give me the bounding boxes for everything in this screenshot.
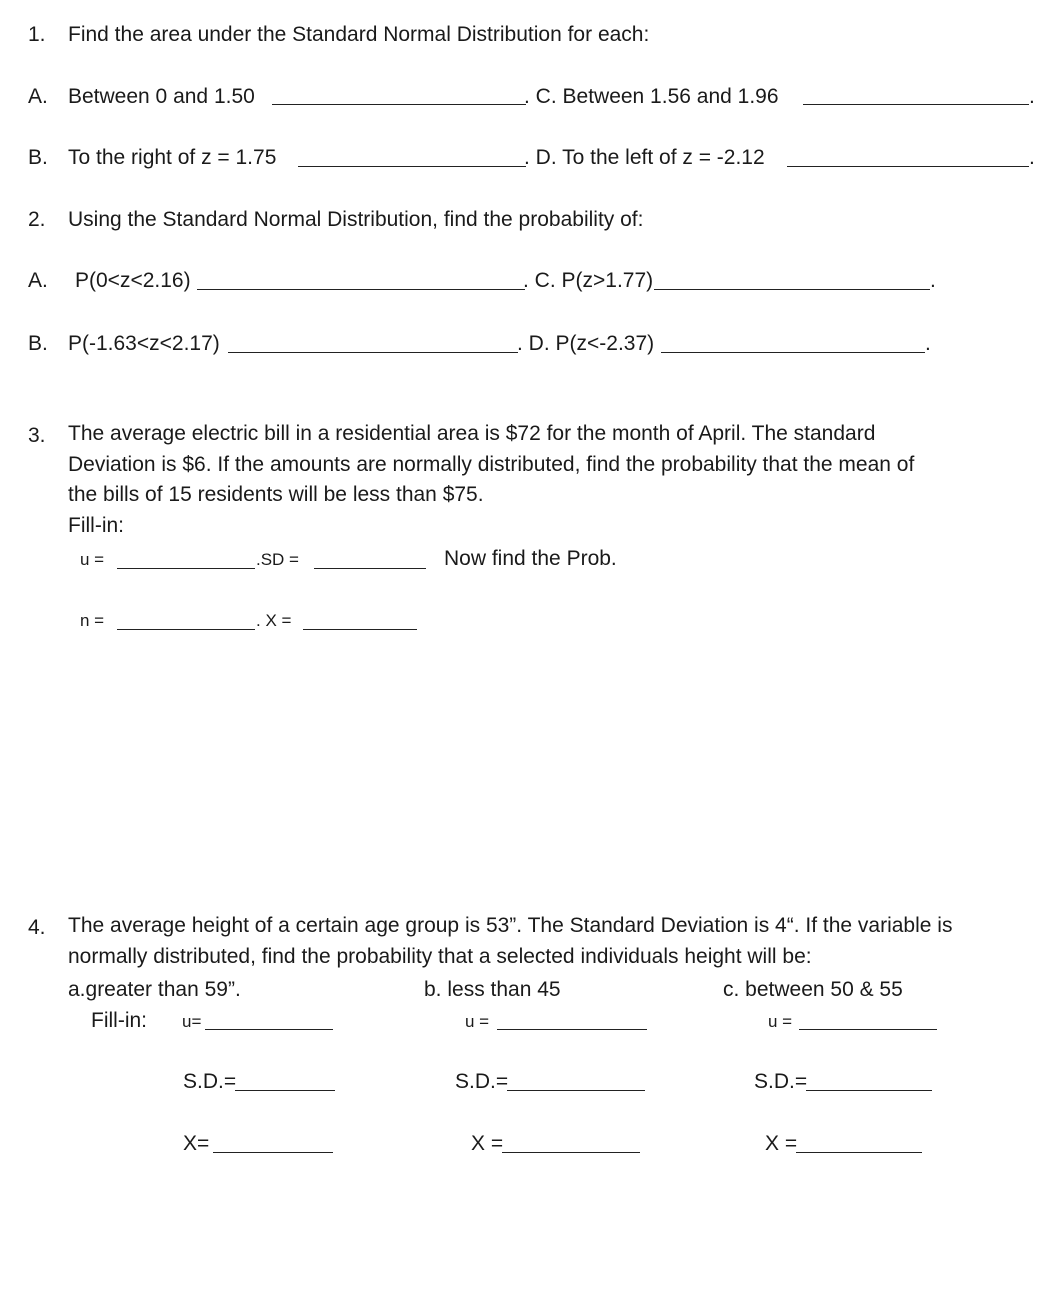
q2-c-text: . C. P(z>1.77) [523, 269, 654, 292]
q3-now-find-prob: Now find the Prob. [444, 547, 617, 570]
q1-b-text: To the right of z = 1.75 [68, 146, 277, 169]
q4-a-sd-answer-blank[interactable] [235, 1090, 335, 1091]
q3-x-answer-blank[interactable] [303, 629, 417, 630]
q1-a-text: Between 0 and 1.50 [68, 85, 255, 108]
q3-fill-in-label: Fill-in: [68, 513, 124, 537]
q2-d-answer-blank[interactable] [661, 352, 925, 353]
q3-u-answer-blank[interactable] [117, 568, 255, 569]
q4-c-x-answer-blank[interactable] [796, 1152, 922, 1153]
q1-a-letter: A. [28, 85, 48, 108]
q1-d-text: . D. To the left of z = -2.12 [524, 146, 765, 169]
q4-c-x-label: X = [765, 1132, 798, 1155]
q1-d-answer-blank[interactable] [787, 166, 1029, 167]
q4-number: 4. [28, 916, 46, 939]
q4-a-x-answer-blank[interactable] [213, 1152, 333, 1153]
q1-c-end-mark: . [1029, 85, 1035, 108]
q3-n-answer-blank[interactable] [117, 629, 255, 630]
q4-b-sd-label: S.D.= [455, 1070, 509, 1093]
q3-sd-answer-blank[interactable] [314, 568, 426, 569]
q1-prompt: Find the area under the Standard Normal Distribution for each: [68, 23, 650, 46]
q3-n-label: n = [80, 611, 105, 630]
q4-b-x-label: X = [471, 1132, 504, 1155]
q3-x-label: . X = [256, 611, 292, 630]
q4-a-x-label: X= [183, 1132, 210, 1155]
q3-line-1: The average electric bill in a residential area is $72 for the month of April. The standard [68, 422, 876, 445]
q3-line-2: Deviation is $6. If the amounts are normally distributed, find the probability that the mean of [68, 452, 915, 476]
q4-b-x-answer-blank[interactable] [502, 1152, 640, 1153]
q4-fill-in-label: Fill-in: [91, 1009, 147, 1032]
q4-b-u-label: u = [465, 1012, 490, 1031]
q4-line-2: normally distributed, find the probability that a selected individuals height will be: [68, 944, 812, 968]
q2-number: 2. [28, 208, 46, 231]
q4-c-u-answer-blank[interactable] [799, 1029, 937, 1030]
q4-problem-text [68, 911, 952, 972]
q1-b-answer-blank[interactable] [298, 166, 526, 167]
q4-b-sd-answer-blank[interactable] [507, 1090, 645, 1091]
q2-c-answer-blank[interactable] [654, 289, 930, 290]
q2-prompt: Using the Standard Normal Distribution, find the probability of: [68, 208, 644, 231]
q4-c-u-label: u = [768, 1012, 793, 1031]
q3-u-label: u = [80, 550, 105, 569]
q2-a-text: P(0<z<2.16) [75, 269, 191, 292]
q2-c-end-mark: . [930, 269, 936, 292]
q3-line-3: the bills of 15 residents will be less than $75. [68, 483, 484, 506]
q4-a-u-answer-blank[interactable] [205, 1029, 333, 1030]
q2-d-end-mark: . [925, 332, 931, 355]
q2-b-letter: B. [28, 332, 48, 355]
q1-a-answer-blank[interactable] [272, 104, 526, 105]
q4-part-c: c. between 50 & 55 [723, 978, 903, 1001]
q2-b-answer-blank[interactable] [228, 352, 518, 353]
q2-b-text: P(-1.63<z<2.17) [68, 332, 220, 355]
q1-d-end-mark: . [1029, 146, 1035, 169]
q4-c-sd-answer-blank[interactable] [806, 1090, 932, 1091]
q3-problem-text [68, 419, 914, 541]
q2-d-text: . D. P(z<-2.37) [517, 332, 655, 355]
q4-a-sd-label: S.D.= [183, 1070, 237, 1093]
q1-c-answer-blank[interactable] [803, 104, 1029, 105]
q4-a-u-label: u= [182, 1012, 202, 1031]
q3-sd-label: .SD = [256, 550, 299, 569]
q4-part-b: b. less than 45 [424, 978, 561, 1001]
q2-a-letter: A. [28, 269, 48, 292]
q2-a-answer-blank[interactable] [197, 289, 525, 290]
q1-c-text: . C. Between 1.56 and 1.96 [524, 85, 779, 108]
q4-b-u-answer-blank[interactable] [497, 1029, 647, 1030]
q3-number: 3. [28, 424, 46, 447]
q4-c-sd-label: S.D.= [754, 1070, 808, 1093]
q1-b-letter: B. [28, 146, 48, 169]
q4-part-a: a.greater than 59”. [68, 978, 241, 1001]
q1-number: 1. [28, 23, 46, 46]
q4-line-1: The average height of a certain age group is 53”. The Standard Deviation is 4“. If the variable is [68, 914, 953, 937]
